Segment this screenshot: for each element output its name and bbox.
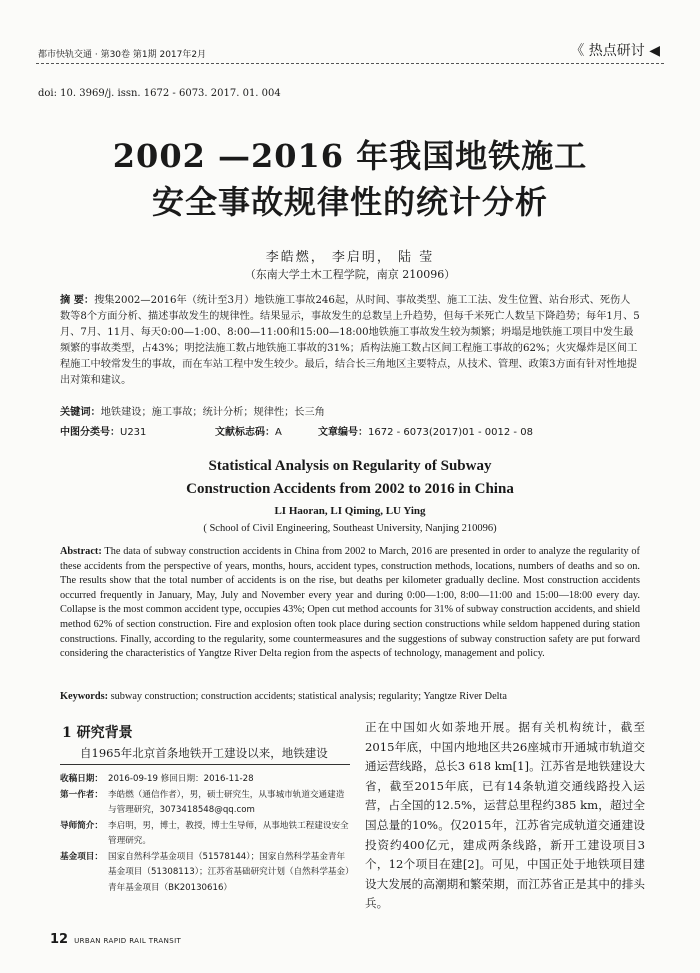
article-no-label: 文章编号： [318,427,368,438]
abstract-en-text: The data of subway construction accidents in China from 2002 to March, 2016 are presented in order to analyze the regularity of these accidents from the perspective of years, months, hours, accident types, construction methods, locations, numbers of deaths and so on. The results show that the total number of accidents is on the rise, but deaths per kilometer gradually decline. Most construction accidents occurred frequently in January, May, July and November every year and during 0:00—1:00, 8:00—11:00 and 15:00—18:00 every day. Collapse is the most common accident type, occupies 43%; Open cut method accounts for 31% of subway construction accidents, and shield method 62% of section construction. Fire and explosion often took place during section constructions while seldom happened during station constructions. Finally, according to the regularity, some countermeasures and the suggestions of subway construction safety are put forward considering the characteristics of Yangtze River Delta region from the aspects of technology, management and policy. [60,546,640,660]
note-first-author: 第一作者： 李皓燃（通信作者），男，硕士研究生，从事城市轨道交通建造与管理研究，3073418548@qq.com [60,789,345,815]
authors-en: LI Haoran, LI Qiming, LU Ying [274,505,426,517]
keywords-en-label: Keywords: [60,691,109,702]
keywords-cn-text: 地铁建设；施工事故；统计分析；规律性；长三角 [100,407,325,418]
footnote-rule [60,764,350,765]
section-heading: 1 研究背景 [62,725,133,741]
title-en-line1: Statistical Analysis on Regularity of Subway [208,458,492,474]
abstract-en-label: Abstract: [60,546,102,557]
note-received: 收稿日期： 2016-09-19 修回日期：2016-11-28 [60,774,254,784]
affiliation-cn: （东南大学土木工程学院，南京 210096） [244,268,456,281]
keywords-cn [60,405,640,421]
keywords-en [60,691,640,702]
title-cn-line1: 2002 —2016 年我国地铁施工 [112,137,588,175]
title-cn-line2: 安全事故规律性的统计分析 [151,183,548,221]
section-tag: 《 热点研讨 ◀ [570,43,660,59]
keywords-en-text: subway construction; construction accidents; statistical analysis; regularity; Yangtze River Delta [108,691,507,702]
doi: doi: 10. 3969/j. issn. 1672 - 6073. 2017. 01. 004 [38,88,281,99]
page-number: 12 [50,932,69,947]
abstract-cn-text: 搜集2002—2016年（统计至3月）地铁施工事故246起，从时间、事故类型、施工工法、发生位置、站台形式、死伤人数等8个方面分析、描述事故发生的规律性。结果显示，事故发生的总数呈上升趋势，但每千米死亡人数呈下降趋势；每年1月、5月、7月、11月、每天0:00—1:00、8:00—11:00和15:00—18:00地铁施工事故发生较为频繁；坍塌是地铁施工项目中发生最频繁的事故类型，占43%；明挖法施工数占地铁施工事故的31%；盾构法施工数占区间工程施工事故的62%；火灾爆炸是区间工程施工中较常发生的事故，而在车站工程中发生较少。最后，结合长三角地区主要特点，从技术、管理、政策3方面有针对性地提出对策和建议。 [60,295,640,386]
header-rule [36,63,664,64]
section-first-line: 自1965年北京首条地铁开工建设以来，地铁建设 [80,746,328,760]
abstract-cn-label: 摘 要： [60,295,95,306]
clc-code: U231 [120,427,147,438]
affiliation-en: ( School of Civil Engineering, Southeast University, Nanjing 210096) [203,523,497,534]
journal-info: 都市快轨交通 · 第30卷 第1期 2017年2月 [38,50,207,60]
note-advisor: 导师简介： 李启明，男，博士，教授，博士生导师，从事地铁工程建设安全管理研究。 [60,820,349,846]
journal-name-en: URBAN RAPID RAIL TRANSIT [74,937,182,945]
note-funding: 基金项目： 国家自然科学基金项目（51578144）；国家自然科学基金青年基金项目（51308113）；江苏省基础研究计划（自然科学基金）青年基金项目（BK20130616） [60,851,350,893]
authors-cn: 李皓燃， 李启明， 陆 莹 [265,250,435,265]
footnotes [60,772,350,896]
body-right-column: 正在中国如火如荼地开展。据有关机构统计，截至2015年底，中国内地地区共26座城市开通城市轨道交通运营线路，总长3 618 km[1]。江苏省是地铁建设大省，截至2015年底，已有14条轨道交通线路投入运营，占全国的12.5%，运营总里程约385 km，超过全国总量的10%。仅2015年，江苏省完成轨道交通建设投资约400亿元，建成两条线路，新开工建设项目3个，12个项目在建[2]。可见，中国正处于地铁项目建设大发展的高潮期和繁荣期，而江苏省正是其中的排头兵。 [365,720,646,911]
abstract-cn [60,293,640,389]
page-footer [50,932,181,947]
abstract-en [60,545,640,662]
clc-label: 中图分类号： [60,427,120,438]
title-en-line2: Construction Accidents from 2002 to 2016 in China [186,481,514,497]
doc-code: A [275,427,282,438]
article-no: 1672 - 6073(2017)01 - 0012 - 08 [368,427,533,438]
keywords-cn-label: 关键词： [60,407,101,418]
doc-code-label: 文献标志码： [215,427,275,438]
